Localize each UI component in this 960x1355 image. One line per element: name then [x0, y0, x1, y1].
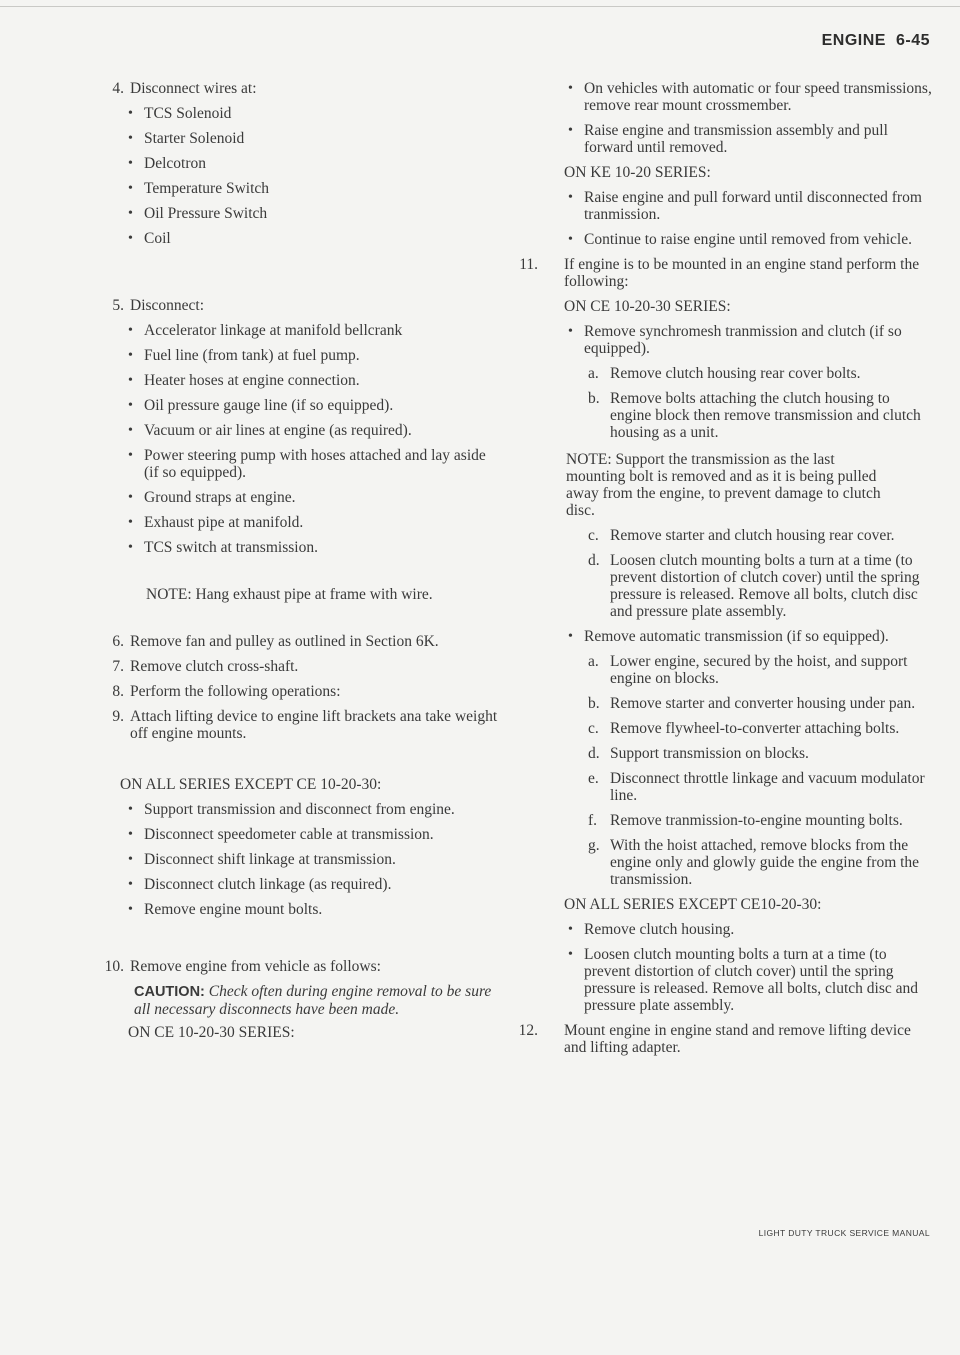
- sub-text: Remove flywheel-to-converter attaching bolts.: [610, 720, 900, 737]
- sub-step: [510, 390, 932, 441]
- page-header: [812, 32, 930, 50]
- step-number: 6.: [112, 633, 124, 650]
- all-series-list: [510, 921, 932, 1014]
- sub-text: Loosen clutch mounting bolts a turn at a time (to prevent distortion of clutch cover) until the spring pressure is released. Remove all bolts, clutch disc and pressure plate assembly.: [610, 552, 920, 620]
- sub-step: [510, 720, 932, 737]
- sub-letter: e.: [588, 770, 599, 787]
- sub-step: [510, 837, 932, 888]
- sub-step: [510, 745, 932, 762]
- step-number: 12.: [518, 1022, 538, 1039]
- right-column: [510, 80, 932, 1064]
- step-number: 10.: [104, 958, 124, 975]
- list-item: • Coil: [92, 230, 502, 247]
- list-item: • Oil pressure gauge line (if so equipped).: [92, 397, 502, 414]
- list-item: • Temperature Switch: [92, 180, 502, 197]
- except-ce-list: [92, 801, 502, 918]
- note: NOTE: Hang exhaust pipe at frame with wire.: [146, 586, 433, 603]
- section-title: ENGINE: [821, 32, 886, 49]
- sub-text: Remove clutch housing rear cover bolts.: [610, 365, 861, 382]
- list-item: • Remove engine mount bolts.: [92, 901, 502, 918]
- step-text: Remove clutch cross-shaft.: [130, 658, 299, 675]
- list-item: • Exhaust pipe at manifold.: [92, 514, 502, 531]
- step-text: Mount engine in engine stand and remove lifting device and lifting adapter.: [564, 1022, 911, 1056]
- list-item: • Remove automatic transmission (if so equipped).: [510, 628, 932, 645]
- step-text: Disconnect wires at:: [130, 80, 257, 97]
- sub-text: Disconnect throttle linkage and vacuum modulator line.: [610, 770, 925, 804]
- step-text: Disconnect:: [130, 297, 205, 314]
- sub-text: Lower engine, secured by the hoist, and support engine on blocks.: [610, 653, 908, 687]
- step-text: If engine is to be mounted in an engine stand perform the following:: [564, 256, 920, 290]
- sub-step: [510, 770, 932, 804]
- sub-letter: a.: [588, 365, 599, 382]
- sub-text: Remove bolts attaching the clutch housing to engine block then remove transmission and clutch housing as a unit.: [610, 390, 921, 441]
- list-item: • Disconnect clutch linkage (as required).: [92, 876, 502, 893]
- top-list: [510, 80, 932, 156]
- list-item: • Disconnect speedometer cable at transmission.: [92, 826, 502, 843]
- list-item: • Starter Solenoid: [92, 130, 502, 147]
- list-item: • Continue to raise engine until removed from vehicle.: [510, 231, 932, 248]
- list-item: • Heater hoses at engine connection.: [92, 372, 502, 389]
- left-column: [92, 80, 502, 1049]
- section-heading: ON CE 10-20-30 SERIES:: [564, 298, 731, 315]
- list-item: • Ground straps at engine.: [92, 489, 502, 506]
- list-item: • Remove clutch housing.: [510, 921, 932, 938]
- section-heading: ON ALL SERIES EXCEPT CE10-20-30:: [564, 896, 822, 913]
- step-number: 4.: [112, 80, 124, 97]
- step-7: [92, 658, 502, 675]
- step-text: Attach lifting device to engine lift brackets ana take weight off engine mounts.: [130, 708, 498, 742]
- step-9: [92, 708, 502, 742]
- top-rule: [0, 6, 960, 7]
- ke-list: [510, 189, 932, 248]
- list-item: • Raise engine and pull forward until disconnected from tranmission.: [510, 189, 932, 223]
- step-5: [92, 297, 502, 314]
- sub-letter: d.: [588, 745, 600, 762]
- caution-box: [92, 983, 502, 1018]
- sub-text: Support transmission on blocks.: [610, 745, 809, 762]
- step-number: 9.: [112, 708, 124, 725]
- sub-letter: b.: [588, 695, 600, 712]
- sub-text: With the hoist attached, remove blocks from the engine only and glowly guide the engine from the transmission.: [610, 837, 920, 888]
- list-item: • TCS switch at transmission.: [92, 539, 502, 556]
- sub-step: [510, 812, 932, 829]
- sub-letter: b.: [588, 390, 600, 407]
- step-8: [92, 683, 502, 700]
- list-item: • Power steering pump with hoses attached and lay aside (if so equipped).: [92, 447, 502, 481]
- ce-list: [510, 323, 932, 357]
- sub-step: [510, 552, 932, 620]
- disconnect-list: [92, 322, 502, 556]
- step-10: [92, 958, 502, 975]
- step-number: 11.: [519, 256, 538, 273]
- step-4: [92, 80, 502, 97]
- list-item: • Raise engine and transmission assembly and pull forward until removed.: [510, 122, 932, 156]
- sub-text: Remove starter and converter housing under pan.: [610, 695, 916, 712]
- sub-text: Remove starter and clutch housing rear cover.: [610, 527, 895, 544]
- sub-text: Remove tranmission-to-engine mounting bolts.: [610, 812, 903, 829]
- sub-step: [510, 527, 932, 544]
- sub-step: [510, 653, 932, 687]
- sub-step: [510, 695, 932, 712]
- step-number: 8.: [112, 683, 124, 700]
- list-item: • Vacuum or air lines at engine (as required).: [92, 422, 502, 439]
- list-item: • Oil Pressure Switch: [92, 205, 502, 222]
- step-11: [510, 256, 932, 290]
- wire-list: [92, 105, 502, 247]
- list-item: • Fuel line (from tank) at fuel pump.: [92, 347, 502, 364]
- list-item: • Support transmission and disconnect from engine.: [92, 801, 502, 818]
- sub-letter: a.: [588, 653, 599, 670]
- sub-step: [510, 365, 932, 382]
- auto-trans-list: [510, 628, 932, 645]
- section-heading: ON ALL SERIES EXCEPT CE 10-20-30:: [120, 776, 382, 793]
- step-text: Remove fan and pulley as outlined in Section 6K.: [130, 633, 439, 650]
- list-item: • Loosen clutch mounting bolts a turn at a time (to prevent distortion of clutch cover) until the spring pressure is released. Remove all bolts, clutch disc and pressure plate assembly.: [510, 946, 932, 1014]
- list-item: • Remove synchromesh tranmission and clutch (if so equipped).: [510, 323, 932, 357]
- page-footer: LIGHT DUTY TRUCK SERVICE MANUAL: [758, 1228, 930, 1238]
- step-number: 7.: [112, 658, 124, 675]
- list-item: • Disconnect shift linkage at transmission.: [92, 851, 502, 868]
- step-text: Remove engine from vehicle as follows:: [130, 958, 381, 975]
- section-heading: ON KE 10-20 SERIES:: [564, 164, 711, 181]
- note: NOTE: Support the transmission as the last mounting bolt is removed and as it is being pulled away from the engine, to prevent damage to clutch disc.: [566, 451, 881, 519]
- list-item: • Delcotron: [92, 155, 502, 172]
- caution-text: Check often during engine removal to be sure all necessary disconnects have been made.: [134, 983, 492, 1018]
- list-item: • TCS Solenoid: [92, 105, 502, 122]
- sub-letter: c.: [588, 527, 599, 544]
- list-item: • On vehicles with automatic or four speed transmissions, remove rear mount crossmember.: [510, 80, 932, 114]
- step-12: [510, 1022, 932, 1056]
- step-number: 5.: [112, 297, 124, 314]
- step-text: Perform the following operations:: [130, 683, 341, 700]
- page-number: 6-45: [895, 32, 930, 49]
- caution-label: CAUTION:: [134, 984, 205, 1000]
- step-6: [92, 633, 502, 650]
- sub-letter: f.: [588, 812, 598, 829]
- sub-letter: c.: [588, 720, 599, 737]
- section-heading: ON CE 10-20-30 SERIES:: [128, 1024, 295, 1041]
- sub-letter: g.: [588, 837, 600, 854]
- sub-letter: d.: [588, 552, 600, 569]
- list-item: • Accelerator linkage at manifold bellcrank: [92, 322, 502, 339]
